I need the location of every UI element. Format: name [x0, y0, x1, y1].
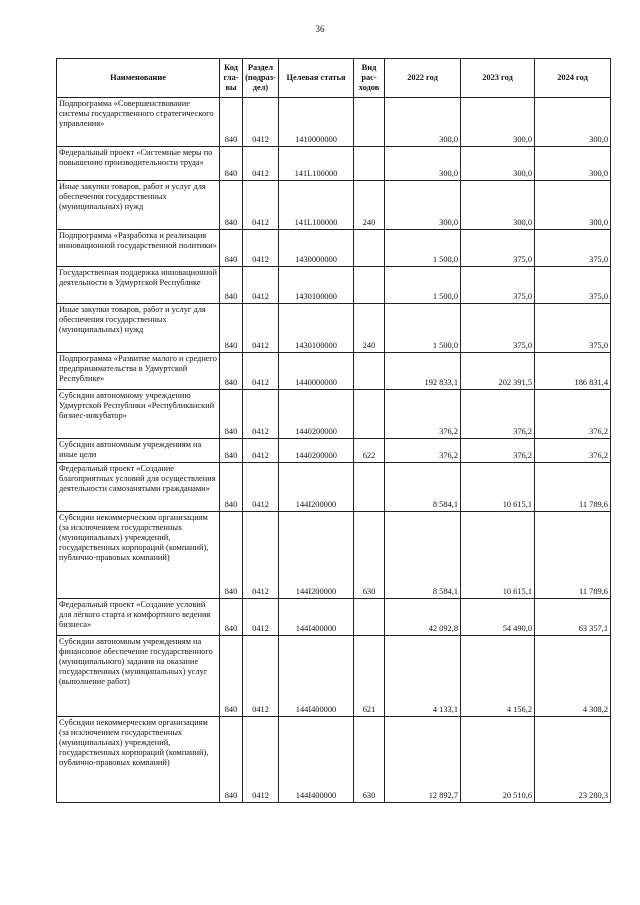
cell-expense: [354, 599, 385, 636]
cell-2024: 375,0: [535, 304, 611, 353]
cell-2022: 300,0: [385, 98, 461, 147]
cell-2024: 300,0: [535, 98, 611, 147]
cell-code: 840: [220, 463, 243, 512]
cell-2022: 1 500,0: [385, 304, 461, 353]
cell-code: 840: [220, 181, 243, 230]
cell-target: 141L100000: [279, 147, 354, 181]
cell-2024: 376,2: [535, 439, 611, 463]
cell-section: 0412: [243, 599, 279, 636]
table-row: [57, 599, 611, 636]
cell-2022: 300,0: [385, 181, 461, 230]
header-section: Раздел (подраз-дел): [243, 59, 279, 98]
table-row: [57, 304, 611, 353]
cell-2023: 375,0: [461, 267, 535, 304]
table-row: [57, 636, 611, 717]
cell-code: 840: [220, 230, 243, 267]
cell-2023: 375,0: [461, 304, 535, 353]
cell-code: 840: [220, 599, 243, 636]
cell-section: 0412: [243, 147, 279, 181]
cell-2023: 300,0: [461, 147, 535, 181]
cell-code: 840: [220, 439, 243, 463]
table-row: [57, 353, 611, 390]
cell-expense: [354, 147, 385, 181]
header-target: Целевая статья: [279, 59, 354, 98]
cell-2024: 375,0: [535, 230, 611, 267]
cell-name: Субсидии некоммерческим организациям (за исключением государственных (муниципальных) учреждений, государственных корпораций (компаний), публично-правовых компаний): [57, 717, 220, 803]
cell-target: 1430100000: [279, 304, 354, 353]
cell-2023: 300,0: [461, 98, 535, 147]
cell-2023: 376,2: [461, 439, 535, 463]
table-body: [57, 98, 611, 803]
cell-name: Федеральный проект «Создание благоприятных условий для осуществления деятельности самозанятыми гражданами»: [57, 463, 220, 512]
table-row: [57, 181, 611, 230]
cell-target: 144I400000: [279, 636, 354, 717]
cell-2024: 4 308,2: [535, 636, 611, 717]
cell-2023: 54 490,0: [461, 599, 535, 636]
cell-expense: [354, 353, 385, 390]
cell-2024: 300,0: [535, 147, 611, 181]
cell-name: Подпрограмма «Развитие малого и среднего предпринимательства в Удмуртской Республике»: [57, 353, 220, 390]
page-number: 36: [315, 24, 325, 34]
cell-expense: 630: [354, 717, 385, 803]
cell-section: 0412: [243, 717, 279, 803]
cell-section: 0412: [243, 98, 279, 147]
cell-2024: 63 357,1: [535, 599, 611, 636]
cell-2022: 4 133,1: [385, 636, 461, 717]
cell-2022: 1 500,0: [385, 230, 461, 267]
cell-name: Федеральный проект «Системные меры по повышению производительности труда»: [57, 147, 220, 181]
cell-2024: 300,0: [535, 181, 611, 230]
table-row: [57, 147, 611, 181]
table-row: [57, 390, 611, 439]
header-expense: Вид рас-ходов: [354, 59, 385, 98]
header-2024: 2024 год: [535, 59, 611, 98]
cell-target: 1410000000: [279, 98, 354, 147]
cell-2023: 4 156,2: [461, 636, 535, 717]
table-row: [57, 463, 611, 512]
cell-expense: [354, 267, 385, 304]
cell-name: Субсидии автономным учреждениям на финансовое обеспечение государственного (муниципального) задания на оказание государственных (муниципальных) услуг (выполнение работ): [57, 636, 220, 717]
cell-target: 1440200000: [279, 439, 354, 463]
table-row: [57, 230, 611, 267]
cell-section: 0412: [243, 181, 279, 230]
cell-code: 840: [220, 267, 243, 304]
cell-section: 0412: [243, 304, 279, 353]
table-header-row: [57, 59, 611, 98]
table-row: [57, 439, 611, 463]
cell-section: 0412: [243, 267, 279, 304]
cell-section: 0412: [243, 390, 279, 439]
table-row: [57, 717, 611, 803]
cell-code: 840: [220, 636, 243, 717]
table-row: [57, 98, 611, 147]
cell-expense: 622: [354, 439, 385, 463]
cell-code: 840: [220, 353, 243, 390]
cell-name: Субсидии автономному учреждению Удмуртской Республики «Республиканский бизнес-инкубатор»: [57, 390, 220, 439]
cell-expense: [354, 230, 385, 267]
cell-section: 0412: [243, 230, 279, 267]
cell-name: Государственная поддержка инновационной деятельности в Удмуртской Республике: [57, 267, 220, 304]
cell-target: 1430100000: [279, 267, 354, 304]
cell-2022: 42 092,8: [385, 599, 461, 636]
cell-2023: 300,0: [461, 181, 535, 230]
header-2023: 2023 год: [461, 59, 535, 98]
budget-table: [56, 58, 611, 803]
cell-2023: 10 615,1: [461, 512, 535, 599]
cell-section: 0412: [243, 636, 279, 717]
cell-2024: 11 789,6: [535, 512, 611, 599]
cell-target: 144I400000: [279, 717, 354, 803]
cell-section: 0412: [243, 439, 279, 463]
cell-code: 840: [220, 717, 243, 803]
cell-code: 840: [220, 147, 243, 181]
cell-code: 840: [220, 304, 243, 353]
cell-2024: 375,0: [535, 267, 611, 304]
cell-name: Подпрограмма «Совершенствование системы государственного стратегического управления»: [57, 98, 220, 147]
cell-target: 144I200000: [279, 512, 354, 599]
header-code: Код гла-вы: [220, 59, 243, 98]
cell-2024: 23 280,3: [535, 717, 611, 803]
cell-name: Иные закупки товаров, работ и услуг для обеспечения государственных (муниципальных) нужд: [57, 181, 220, 230]
header-name: Наименование: [57, 59, 220, 98]
table-row: [57, 267, 611, 304]
cell-name: Субсидии автономным учреждениям на иные цели: [57, 439, 220, 463]
cell-name: Субсидии некоммерческим организациям (за исключением государственных (муниципальных) учреждений, государственных корпораций (компаний), публично-правовых компаний): [57, 512, 220, 599]
cell-name: Подпрограмма «Разработка и реализация инновационной государственной политики»: [57, 230, 220, 267]
cell-target: 1440000000: [279, 353, 354, 390]
cell-2023: 375,0: [461, 230, 535, 267]
cell-section: 0412: [243, 512, 279, 599]
cell-code: 840: [220, 512, 243, 599]
cell-2022: 12 892,7: [385, 717, 461, 803]
cell-expense: [354, 390, 385, 439]
cell-target: 144I400000: [279, 599, 354, 636]
cell-name: Иные закупки товаров, работ и услуг для обеспечения государственных (муниципальных) нужд: [57, 304, 220, 353]
cell-expense: [354, 98, 385, 147]
cell-2024: 11 789,6: [535, 463, 611, 512]
cell-expense: 240: [354, 304, 385, 353]
cell-expense: 630: [354, 512, 385, 599]
cell-target: 141L100000: [279, 181, 354, 230]
cell-2022: 192 833,1: [385, 353, 461, 390]
cell-code: 840: [220, 98, 243, 147]
cell-expense: 621: [354, 636, 385, 717]
table-row: [57, 512, 611, 599]
cell-2022: 8 584,1: [385, 512, 461, 599]
cell-target: 1430000000: [279, 230, 354, 267]
cell-section: 0412: [243, 353, 279, 390]
cell-2023: 20 510,6: [461, 717, 535, 803]
cell-2024: 186 831,4: [535, 353, 611, 390]
header-2022: 2022 год: [385, 59, 461, 98]
cell-section: 0412: [243, 463, 279, 512]
cell-2024: 376,2: [535, 390, 611, 439]
cell-target: 144I200000: [279, 463, 354, 512]
cell-expense: [354, 463, 385, 512]
cell-2022: 300,0: [385, 147, 461, 181]
cell-code: 840: [220, 390, 243, 439]
cell-2023: 376,2: [461, 390, 535, 439]
cell-2022: 376,2: [385, 439, 461, 463]
cell-name: Федеральный проект «Создание условий для лёгкого старта и комфортного ведения бизнеса»: [57, 599, 220, 636]
cell-2022: 376,2: [385, 390, 461, 439]
cell-2022: 8 584,1: [385, 463, 461, 512]
cell-target: 1440200000: [279, 390, 354, 439]
cell-expense: 240: [354, 181, 385, 230]
cell-2023: 10 615,1: [461, 463, 535, 512]
cell-2023: 202 391,5: [461, 353, 535, 390]
cell-2022: 1 500,0: [385, 267, 461, 304]
